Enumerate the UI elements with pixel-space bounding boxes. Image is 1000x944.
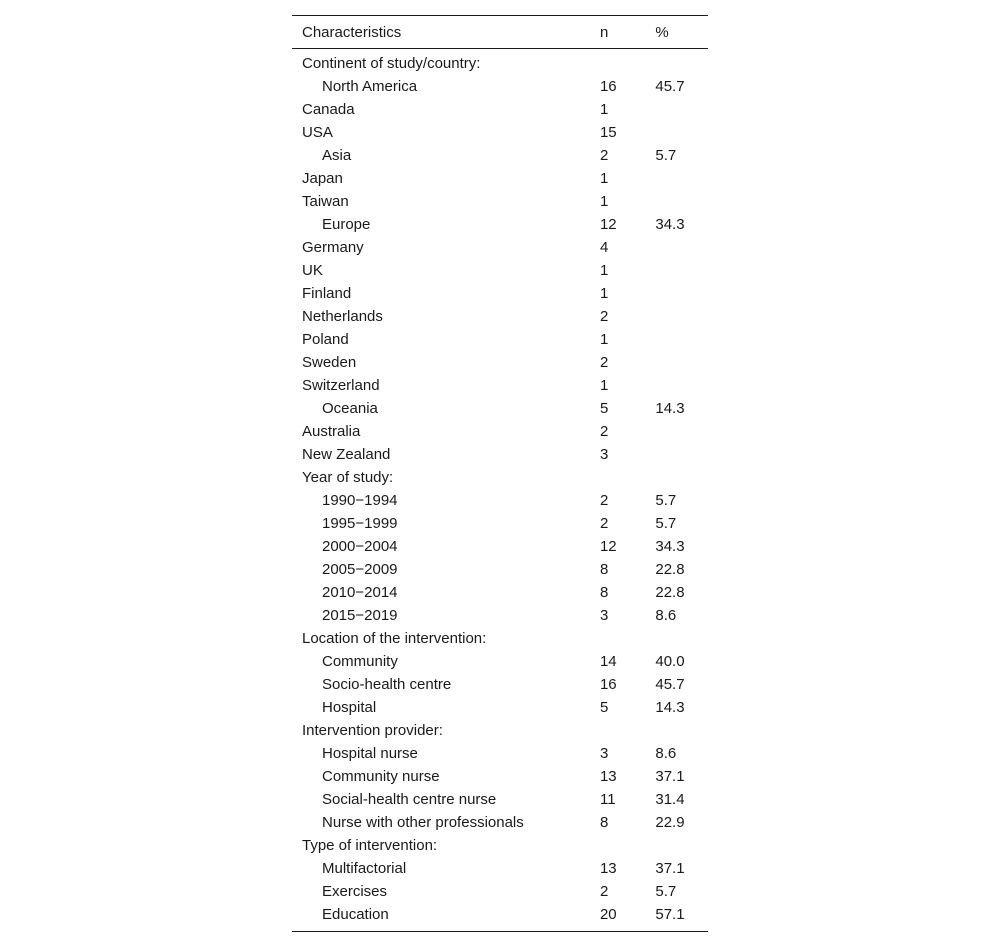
row-percent: 45.7 bbox=[655, 78, 685, 95]
row-label: Oceania bbox=[322, 400, 378, 417]
row-n: 2 bbox=[599, 147, 609, 164]
table-row bbox=[292, 558, 708, 581]
row-label: Netherlands bbox=[302, 308, 383, 325]
row-percent: 22.8 bbox=[655, 584, 685, 601]
row-n: 4 bbox=[599, 239, 609, 256]
table-row bbox=[292, 535, 708, 558]
row-percent: 5.7 bbox=[655, 492, 677, 509]
row-percent bbox=[655, 834, 708, 857]
row-label: North America bbox=[322, 78, 418, 95]
row-percent: 37.1 bbox=[655, 860, 685, 877]
row-percent bbox=[655, 259, 708, 282]
row-percent bbox=[655, 420, 708, 443]
row-percent: 8.6 bbox=[655, 745, 677, 762]
table-row bbox=[292, 98, 708, 121]
row-n: 15 bbox=[599, 124, 617, 141]
table-row bbox=[292, 673, 708, 696]
row-label: 2015−2019 bbox=[322, 607, 398, 624]
row-label: Canada bbox=[302, 101, 355, 118]
row-percent bbox=[655, 167, 708, 190]
row-percent: 34.3 bbox=[655, 216, 685, 233]
row-n: 8 bbox=[599, 561, 609, 578]
row-percent: 8.6 bbox=[655, 607, 677, 624]
row-label: Asia bbox=[322, 147, 352, 164]
row-label: 2005−2009 bbox=[322, 561, 398, 578]
table-row bbox=[292, 903, 708, 932]
row-label: Education bbox=[322, 906, 389, 923]
row-label: 2000−2004 bbox=[322, 538, 398, 555]
row-n: 2 bbox=[599, 354, 609, 371]
row-percent: 14.3 bbox=[655, 400, 685, 417]
row-n: 8 bbox=[599, 814, 609, 831]
row-n: 12 bbox=[599, 538, 617, 555]
row-label: USA bbox=[302, 124, 333, 141]
row-label: Socio-health centre bbox=[322, 676, 452, 693]
row-percent: 22.9 bbox=[655, 814, 685, 831]
row-label: Year of study: bbox=[302, 469, 394, 486]
row-percent bbox=[655, 236, 708, 259]
row-n bbox=[600, 627, 655, 650]
row-percent bbox=[655, 627, 708, 650]
row-n bbox=[600, 719, 655, 742]
row-n: 1 bbox=[599, 101, 609, 118]
row-percent bbox=[655, 443, 708, 466]
row-percent: 5.7 bbox=[655, 883, 677, 900]
row-label: Exercises bbox=[322, 883, 388, 900]
row-percent: 40.0 bbox=[655, 653, 685, 670]
row-percent bbox=[655, 719, 708, 742]
table-row bbox=[292, 397, 708, 420]
row-percent bbox=[655, 374, 708, 397]
row-n: 20 bbox=[599, 906, 617, 923]
row-n: 16 bbox=[599, 676, 617, 693]
row-percent: 57.1 bbox=[655, 906, 685, 923]
row-n: 13 bbox=[599, 768, 617, 785]
row-percent: 5.7 bbox=[655, 515, 677, 532]
row-percent: 31.4 bbox=[655, 791, 685, 808]
row-n: 1 bbox=[599, 170, 609, 187]
row-n: 14 bbox=[599, 653, 617, 670]
row-label: UK bbox=[302, 262, 323, 279]
table-row bbox=[292, 259, 708, 282]
row-percent bbox=[655, 49, 708, 76]
row-n: 11 bbox=[599, 791, 616, 808]
row-label: Community bbox=[322, 653, 398, 670]
row-label: Switzerland bbox=[302, 377, 380, 394]
row-n: 2 bbox=[599, 492, 609, 509]
table-row bbox=[292, 650, 708, 673]
table-row bbox=[292, 236, 708, 259]
row-n: 3 bbox=[599, 745, 609, 762]
table-row bbox=[292, 374, 708, 397]
row-label: Germany bbox=[302, 239, 364, 256]
row-n: 3 bbox=[599, 446, 609, 463]
table-header-row bbox=[292, 16, 708, 49]
table-row bbox=[292, 75, 708, 98]
table-row bbox=[292, 719, 708, 742]
header-percent: % bbox=[655, 23, 669, 41]
row-percent bbox=[655, 351, 708, 374]
row-label: Sweden bbox=[302, 354, 357, 371]
row-percent: 45.7 bbox=[655, 676, 685, 693]
row-n: 13 bbox=[599, 860, 617, 877]
row-percent bbox=[655, 282, 708, 305]
row-n: 5 bbox=[599, 699, 609, 716]
table-row bbox=[292, 765, 708, 788]
row-percent: 14.3 bbox=[655, 699, 685, 716]
row-percent: 5.7 bbox=[655, 147, 677, 164]
table-row bbox=[292, 167, 708, 190]
table-row bbox=[292, 627, 708, 650]
table-row bbox=[292, 328, 708, 351]
row-n: 16 bbox=[599, 78, 617, 95]
row-label: Nurse with other professionals bbox=[322, 814, 524, 831]
table-body bbox=[292, 49, 708, 932]
row-n bbox=[600, 834, 655, 857]
row-n: 3 bbox=[599, 607, 609, 624]
row-label: New Zealand bbox=[302, 446, 391, 463]
table-row bbox=[292, 49, 708, 76]
row-n: 8 bbox=[599, 584, 609, 601]
row-percent: 37.1 bbox=[655, 768, 685, 785]
characteristics-table-container bbox=[292, 15, 708, 932]
table-row bbox=[292, 581, 708, 604]
table-row bbox=[292, 696, 708, 719]
table-row bbox=[292, 811, 708, 834]
table-row bbox=[292, 351, 708, 374]
row-label: Europe bbox=[322, 216, 371, 233]
table-row bbox=[292, 788, 708, 811]
row-n: 5 bbox=[599, 400, 609, 417]
row-percent bbox=[655, 305, 708, 328]
row-n: 1 bbox=[599, 262, 609, 279]
row-n: 1 bbox=[599, 285, 609, 302]
row-label: 1990−1994 bbox=[322, 492, 398, 509]
table-row bbox=[292, 857, 708, 880]
row-n: 2 bbox=[599, 883, 609, 900]
row-label: Social-health centre nurse bbox=[322, 791, 497, 808]
table-row bbox=[292, 305, 708, 328]
table-row bbox=[292, 213, 708, 236]
row-label: Continent of study/country: bbox=[302, 55, 481, 72]
row-label: Finland bbox=[302, 285, 352, 302]
row-percent: 22.8 bbox=[655, 561, 685, 578]
row-n: 1 bbox=[599, 193, 609, 210]
row-label: 2010−2014 bbox=[322, 584, 398, 601]
row-percent bbox=[655, 98, 708, 121]
row-n bbox=[600, 466, 655, 489]
table-row bbox=[292, 443, 708, 466]
row-percent: 34.3 bbox=[655, 538, 685, 555]
characteristics-table bbox=[292, 15, 708, 932]
header-n: n bbox=[599, 23, 609, 41]
row-n: 2 bbox=[599, 308, 609, 325]
table-row bbox=[292, 512, 708, 535]
row-percent bbox=[655, 466, 708, 489]
row-n: 2 bbox=[599, 423, 609, 440]
row-n bbox=[600, 49, 655, 76]
row-label: Australia bbox=[302, 423, 361, 440]
row-n: 1 bbox=[599, 331, 609, 348]
row-percent bbox=[655, 328, 708, 351]
table-row bbox=[292, 121, 708, 144]
row-label: Location of the intervention: bbox=[302, 630, 487, 647]
table-row bbox=[292, 834, 708, 857]
table-row bbox=[292, 604, 708, 627]
row-percent bbox=[655, 190, 708, 213]
table-row bbox=[292, 282, 708, 305]
header-characteristics: Characteristics bbox=[302, 23, 402, 41]
row-label: Japan bbox=[302, 170, 343, 187]
row-label: Poland bbox=[302, 331, 349, 348]
row-label: Hospital bbox=[322, 699, 377, 716]
table-row bbox=[292, 190, 708, 213]
table-row bbox=[292, 489, 708, 512]
row-label: Taiwan bbox=[302, 193, 349, 210]
table-row bbox=[292, 420, 708, 443]
table-row bbox=[292, 742, 708, 765]
row-label: Community nurse bbox=[322, 768, 440, 785]
table-row bbox=[292, 466, 708, 489]
row-n: 2 bbox=[599, 515, 609, 532]
row-label: Hospital nurse bbox=[322, 745, 418, 762]
row-n: 12 bbox=[599, 216, 617, 233]
row-percent bbox=[655, 121, 708, 144]
row-label: Intervention provider: bbox=[302, 722, 443, 739]
table-row bbox=[292, 144, 708, 167]
row-n: 1 bbox=[599, 377, 609, 394]
row-label: Type of intervention: bbox=[302, 837, 438, 854]
table-row bbox=[292, 880, 708, 903]
row-label: Multifactorial bbox=[322, 860, 407, 877]
row-label: 1995−1999 bbox=[322, 515, 398, 532]
